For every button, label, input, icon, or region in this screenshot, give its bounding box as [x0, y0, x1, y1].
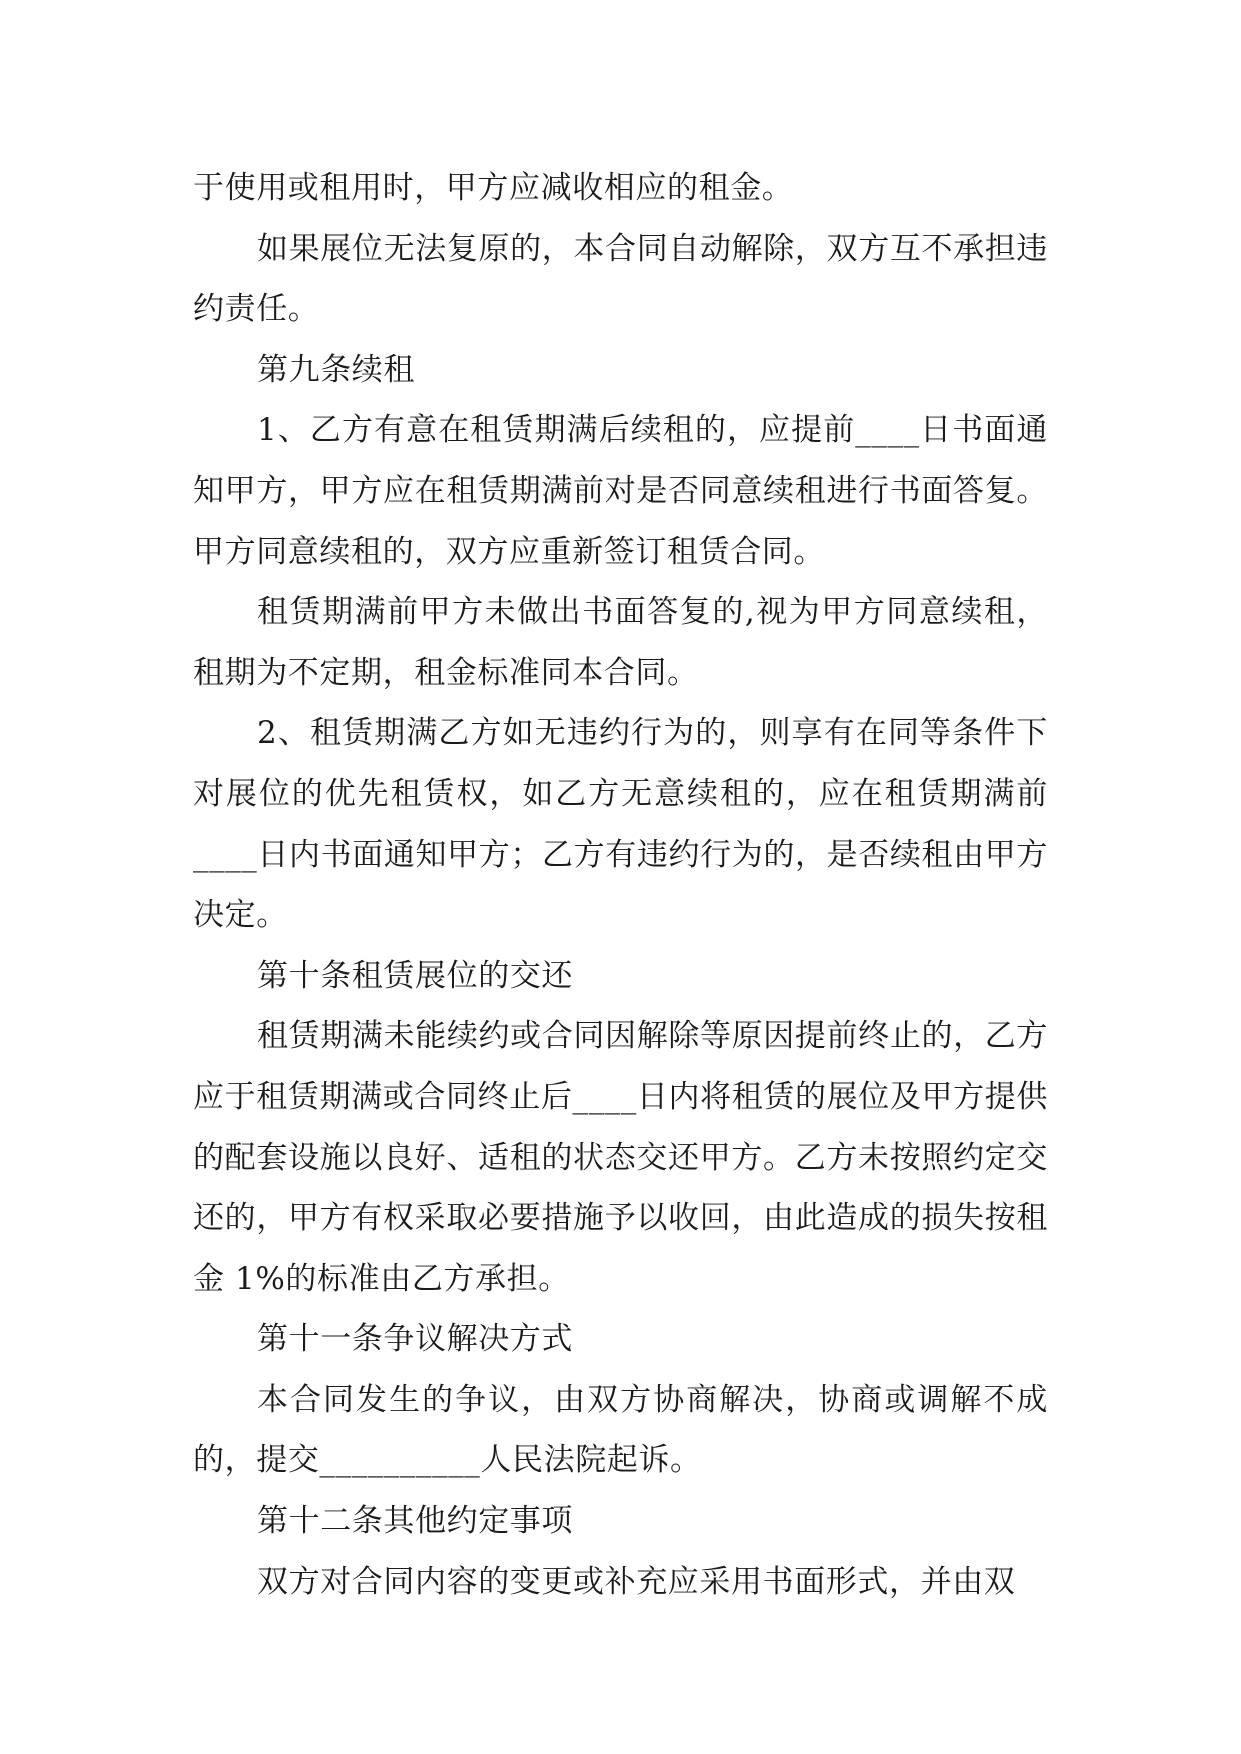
- paragraph-renewal-default: 租赁期满前甲方未做出书面答复的,视为甲方同意续租，租期为不定期，租金标准同本合同。: [193, 594, 1048, 691]
- article-9-heading: 第九条续租: [257, 351, 415, 388]
- paragraph-dispute-resolution: 本合同发生的争议，由双方协商解决，协商或调解不成的，提交__________人民法院起诉。: [193, 1381, 1048, 1479]
- paragraph-contract-modification: 双方对合同内容的变更或补充应采用书面形式，并由双: [257, 1563, 1016, 1600]
- article-10-heading: 第十条租赁展位的交还: [257, 957, 573, 994]
- paragraph-booth-return: 租赁期满未能续约或合同因解除等原因提前终止的，乙方应于租赁期满或合同终止后____日内将租赁的展位及甲方提供的配套设施以良好、适租的状态交还甲方。乙方未按照约定交还的，甲方有权采取必要措施予以收回，由此造成的损失按租金 1%的标准由乙方承担。: [193, 1018, 1048, 1297]
- paragraph-booth-not-restorable: 如果展位无法复原的，本合同自动解除，双方互不承担违约责任。: [193, 230, 1048, 328]
- paragraph-renewal-notice: 1、乙方有意在租赁期满后续租的，应提前____日书面通知甲方，甲方应在租赁期满前对是否同意续租进行书面答复。甲方同意续租的，双方应重新签订租赁合同。: [193, 412, 1048, 570]
- document-body: [193, 158, 1048, 1612]
- paragraph-priority-lease-right: 2、租赁期满乙方如无违约行为的，则享有在同等条件下对展位的优先租赁权，如乙方无意续租的，应在租赁期满前____日内书面通知甲方；乙方有违约行为的，是否续租由甲方决定。: [193, 715, 1048, 934]
- article-11-heading: 第十一条争议解决方式: [257, 1321, 573, 1358]
- article-12-heading: 第十二条其他约定事项: [257, 1503, 573, 1540]
- paragraph-continued-rent-reduction: 于使用或租用时，甲方应减收相应的租金。: [193, 170, 794, 206]
